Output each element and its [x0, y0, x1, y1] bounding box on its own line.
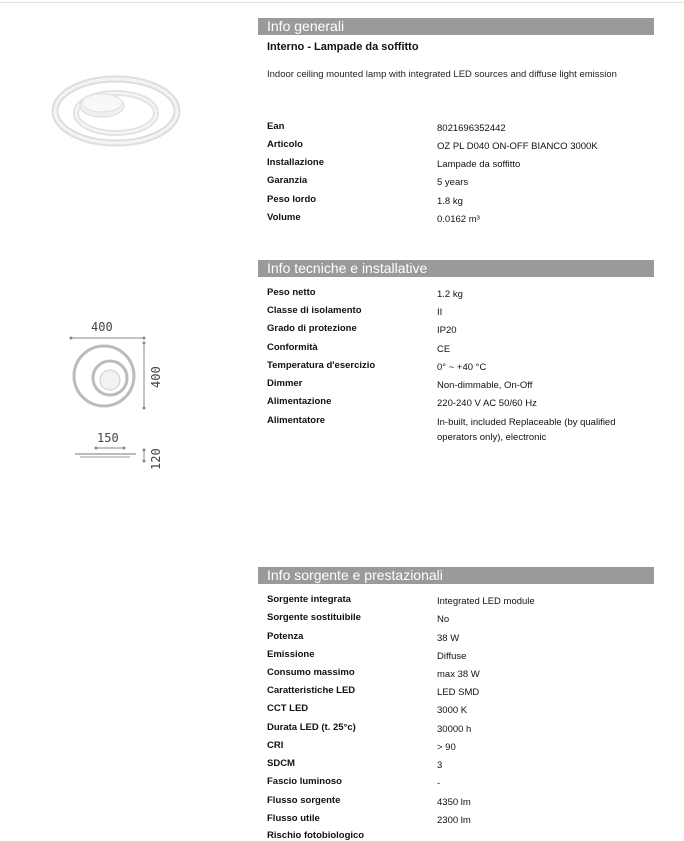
spec-label: Emissione: [267, 649, 315, 660]
product-photo: [50, 73, 182, 153]
spec-value: CE: [437, 344, 451, 355]
spec-value: IP20: [437, 325, 457, 336]
spec-value: -: [437, 778, 441, 789]
spec-label: Fascio luminoso: [267, 776, 342, 787]
spec-label: Installazione: [267, 157, 325, 168]
spec-label: Peso netto: [267, 287, 316, 298]
spec-label: Classe di isolamento: [267, 305, 362, 316]
spec-value: max 38 W: [437, 669, 480, 680]
spec-label: Consumo massimo: [267, 667, 355, 678]
spec-label: Sorgente integrata: [267, 594, 351, 605]
spec-label: Grado di protezione: [267, 323, 357, 334]
section-header-general: Info generali: [258, 18, 654, 35]
spec-value: 220-240 V AC 50/60 Hz: [437, 398, 537, 409]
section-header-technical: Info tecniche e installative: [258, 260, 654, 277]
spec-value: Non-dimmable, On-Off: [437, 380, 533, 391]
spec-label: CRI: [267, 740, 284, 751]
spec-value: 2300 lm: [437, 815, 471, 826]
product-description: Indoor ceiling mounted lamp with integrated LED sources and diffuse light emission: [267, 69, 617, 80]
spec-value: 3000 K: [437, 705, 468, 716]
dimension-height-label: 400: [149, 366, 163, 388]
spec-label: Flusso utile: [267, 813, 320, 824]
dimension-base-label: 150: [97, 431, 119, 445]
spec-value: OZ PL D040 ON-OFF BIANCO 3000K: [437, 141, 598, 152]
spec-value: 30000 h: [437, 724, 472, 735]
spec-label: Caratteristiche LED: [267, 685, 356, 696]
spec-label: Garanzia: [267, 175, 308, 186]
product-category: Interno - Lampade da soffitto: [267, 41, 419, 53]
spec-value: No: [437, 614, 450, 625]
spec-value: 1.2 kg: [437, 289, 463, 300]
spec-value: > 90: [437, 742, 456, 753]
spec-value: 38 W: [437, 633, 460, 644]
spec-value: Lampade da soffitto: [437, 159, 521, 170]
spec-value: 0° ~ +40 °C: [437, 362, 487, 373]
spec-value: In-built, included Replaceable (by qualified operators only), electronic: [437, 417, 616, 443]
spec-value: LED SMD: [437, 687, 480, 698]
spec-label: Articolo: [267, 139, 303, 150]
spec-label: Conformità: [267, 342, 318, 353]
spec-label: Temperatura d'esercizio: [267, 360, 376, 371]
technical-drawing-side: [70, 444, 160, 470]
spec-label: Volume: [267, 212, 301, 223]
spec-label: CCT LED: [267, 703, 309, 714]
spec-value: II: [437, 307, 443, 318]
dimension-depth-label: 120: [149, 448, 163, 470]
spec-value: 5 years: [437, 177, 469, 188]
top-divider: [0, 2, 684, 3]
spec-value: 1.8 kg: [437, 196, 463, 207]
spec-label: SDCM: [267, 758, 295, 769]
spec-label: Alimentazione: [267, 396, 332, 407]
spec-label: Flusso sorgente: [267, 795, 341, 806]
spec-label: Durata LED (t. 25°c): [267, 722, 356, 733]
spec-label: Sorgente sostituibile: [267, 612, 361, 623]
spec-label: Potenza: [267, 631, 304, 642]
spec-value: Integrated LED module: [437, 596, 535, 607]
spec-label: Alimentatore: [267, 415, 326, 426]
spec-value: 4350 lm: [437, 797, 471, 808]
spec-value: 0.0162 m³: [437, 214, 480, 225]
spec-value: 3: [437, 760, 443, 771]
spec-label: Peso lordo: [267, 194, 317, 205]
section-header-source: Info sorgente e prestazionali: [258, 567, 654, 584]
spec-label: Dimmer: [267, 378, 303, 389]
spec-value: 8021696352442: [437, 123, 506, 134]
spec-label: Rischio fotobiologico: [267, 830, 365, 841]
dimension-diameter-label: 400: [91, 320, 113, 334]
spec-value: Diffuse: [437, 651, 467, 662]
spec-label: Ean: [267, 121, 285, 132]
